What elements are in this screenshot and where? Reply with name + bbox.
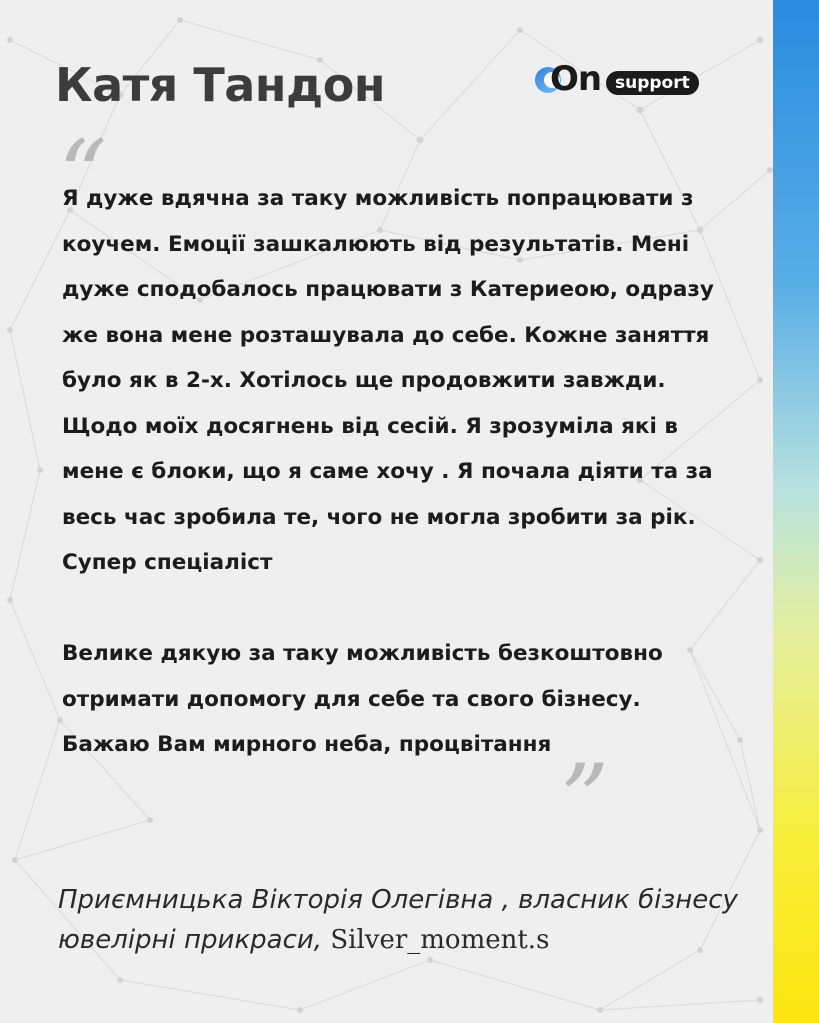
author-handle: Silver_moment.s xyxy=(330,925,550,955)
logo-badge: support xyxy=(606,71,699,95)
author-signature xyxy=(58,880,748,960)
opening-quote-mark: “ xyxy=(58,120,108,232)
closing-quote-mark: ” xyxy=(560,744,610,856)
ukraine-color-stripe xyxy=(773,0,819,1023)
testimonial-paragraph-1: Я дуже вдячна за таку можливість попрацювати з коучем. Емоції зашкалюють від результатів. Мені дуже сподобалось працювати з Катериеою, одразу же вона мене розташувала до себе. Кожне заняття було як в 2-х. Хотілось ще продовжити завжди. Щодо моїх досягнень від сесій. Я зрозуміла які в мене є блоки, що я саме хочу . Я почала діяти та за весь час зробила те, чого не могла зробити за рік. Супер спеціаліст xyxy=(62,186,714,575)
logo-wordmark: On xyxy=(550,59,602,99)
author-name-role: Приємницька Вікторія Олегівна , власник бізнесу ювелірні прикраси, xyxy=(58,885,738,955)
testimonial-text xyxy=(62,176,732,768)
onsupport-logo xyxy=(534,59,730,102)
page-title: Катя Тандон xyxy=(55,58,386,112)
testimonial-paragraph-2: Велике дякую за таку можливість безкоштовно отримати допомогу для себе та свого бізнесу. Бажаю Вам мирного неба, процвітання xyxy=(62,641,663,757)
